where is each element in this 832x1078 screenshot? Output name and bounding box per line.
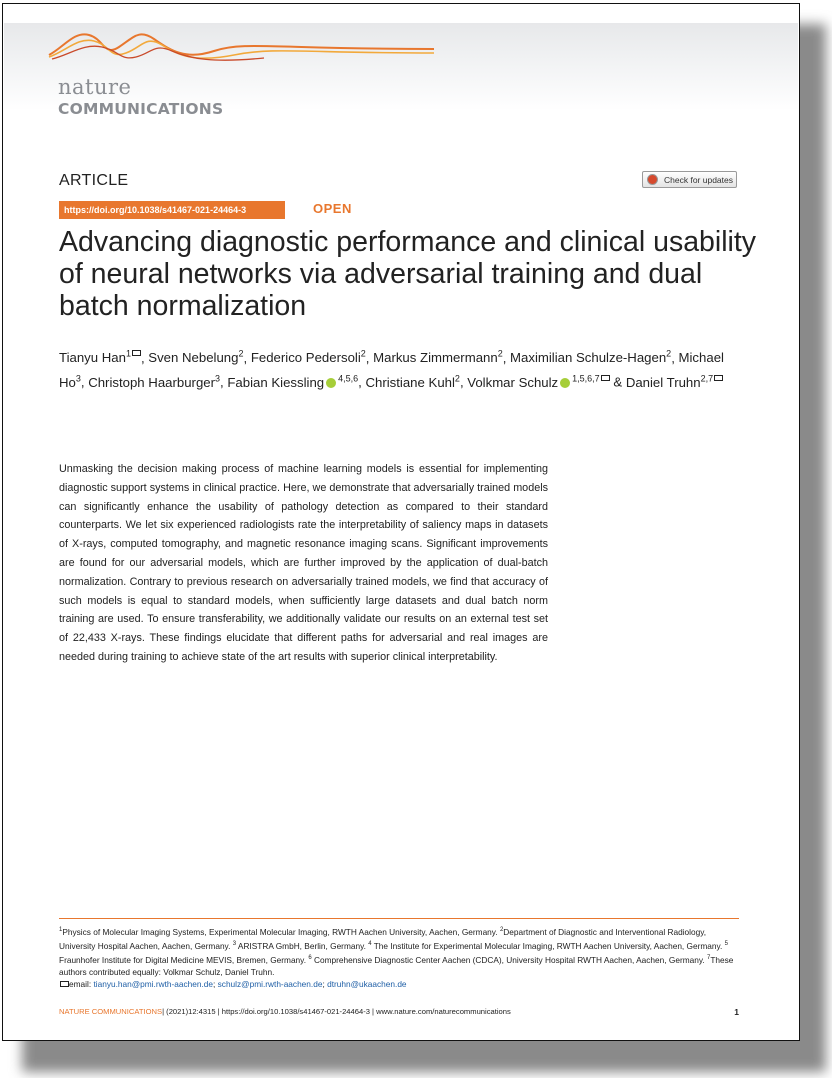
paper-page	[2, 3, 800, 1041]
author-separator: ,	[80, 374, 89, 390]
author-separator: ,	[358, 374, 366, 390]
affiliation-sup: 4	[368, 941, 372, 948]
email-link[interactable]: dtruhn@ukaachen.de	[327, 979, 407, 990]
email-link[interactable]: tianyu.han@pmi.rwth-aachen.de	[93, 979, 214, 990]
author-name: Markus Zimmermann	[373, 350, 498, 366]
journal-banner	[4, 23, 798, 118]
author-name: Volkmar Schulz	[467, 374, 559, 390]
affiliation-sup: 7	[707, 955, 711, 962]
author-affiliation-sup: 2	[238, 349, 244, 359]
email-envelope-icon	[132, 350, 141, 356]
orcid-icon[interactable]	[326, 378, 336, 388]
affiliation-text: Physics of Molecular Imaging Systems, Experimental Molecular Imaging, RWTH Aachen University, Aachen, Germany.	[62, 926, 500, 937]
author	[88, 375, 220, 390]
email-link[interactable]: schulz@pmi.rwth-aachen.de	[217, 979, 323, 990]
author-affiliation-sup: 2	[666, 349, 672, 359]
author-affiliation-sup: 2,7	[700, 373, 714, 384]
author-affiliation-sup: 1,5,6,7	[572, 373, 600, 384]
email-envelope-icon	[601, 375, 610, 381]
email-separator: ;	[213, 979, 218, 990]
author-affiliation-sup: 1	[125, 349, 131, 359]
logo-nature-text: nature	[58, 75, 132, 99]
author-separator: &	[609, 374, 626, 390]
author-affiliation-sup: 4,5,6	[338, 373, 359, 384]
author	[365, 375, 459, 390]
affiliation-text: Fraunhofer Institute for Digital Medicine MEVIS, Bremen, Germany.	[59, 954, 309, 965]
affiliation-divider	[59, 918, 739, 919]
author	[510, 350, 671, 365]
author-affiliation-sup: 2	[360, 349, 366, 359]
open-access-label: OPEN	[313, 201, 352, 216]
author-name: Christoph Haarburger	[88, 374, 216, 390]
author-separator: ,	[220, 374, 228, 390]
author-affiliation-sup: 2	[497, 349, 503, 359]
affiliation-text: Comprehensive Diagnostic Center Aachen (CDCA), University Hospital RWTH Aachen, Aachen, Germany.	[311, 954, 707, 965]
author	[148, 350, 243, 365]
affiliation-sup: 3	[232, 941, 237, 948]
crossmark-icon	[647, 174, 658, 185]
email-prefix: email:	[69, 979, 94, 990]
author-name: Daniel Truhn	[625, 374, 701, 390]
affiliation-sup: 5	[724, 941, 728, 948]
orcid-icon[interactable]	[560, 378, 570, 388]
doi-link[interactable]: https://doi.org/10.1038/s41467-021-24464-3	[59, 201, 285, 219]
logo-communications-text: COMMUNICATIONS	[58, 100, 224, 118]
author	[467, 375, 609, 390]
author	[251, 350, 366, 365]
abstract: Unmasking the decision making process of machine learning models is essential for implementing diagnostic support systems in clinical practice. Here, we demonstrate that adversarially trained models can significantly enhance the usability of pathology detection as compared to their standard counterparts. We let six experienced radiologists rate the interpretability of saliency maps in datasets of X-rays, computed tomography, and magnetic resonance imaging scans. Significant improvements are found for our adversarial models, which are further improved by the application of dual-batch normalization. Contrary to previous research on adversarially trained models, we find that accuracy of such models is equal to standard models, when sufficiently large datasets and dual batch norm training are used. To ensure transferability, we additionally validate our results on an external test set of 22,433 X-rays. These findings elucidate that different paths for adversarial and real images are needed during training to achieve state of the art results with superior clinical interpretability.	[59, 463, 548, 663]
article-type-label: ARTICLE	[59, 172, 129, 189]
author-separator: ,	[671, 350, 679, 366]
author-name: Federico Pedersoli	[250, 350, 361, 366]
email-separator: ;	[322, 979, 328, 990]
author-separator: ,	[140, 350, 149, 366]
author-affiliation-sup: 2	[454, 373, 460, 384]
affiliation-text: The Institute for Experimental Molecular Imaging, RWTH Aachen University, Aachen, Germany.	[371, 940, 725, 951]
page-footer	[59, 1007, 739, 1016]
paper-title: Advancing diagnostic performance and clinical usability of neural networks via adversarial training and dual batch normalization	[59, 226, 757, 322]
author-name: Maximilian Schulze-Hagen	[510, 350, 667, 366]
author-name: Michael Ho	[59, 350, 724, 390]
email-envelope-icon	[714, 375, 723, 381]
email-envelope-icon	[60, 981, 69, 987]
check-for-updates-button[interactable]	[642, 171, 737, 188]
page-number: 1	[734, 1007, 739, 1017]
affiliation-text: These authors contributed equally: Volkmar Schulz, Daniel Truhn.	[59, 954, 734, 978]
footer-citation: | (2021)12:4315 | https://doi.org/10.1038/s41467-021-24464-3 | www.nature.com/naturecommunications	[162, 1007, 511, 1016]
author-separator: ,	[243, 350, 251, 366]
author-name: Tianyu Han	[59, 350, 126, 366]
affiliations	[59, 924, 739, 991]
nature-wave-logo-icon	[44, 27, 444, 77]
author-affiliation-sup: 3	[75, 373, 81, 384]
affiliation-sup: 1	[59, 927, 63, 933]
affiliation-text: Department of Diagnostic and Interventional Radiology, University Hospital Aachen, Aachen, Germany.	[59, 926, 707, 951]
author-name: Christiane Kuhl	[365, 374, 455, 390]
author-list	[59, 344, 749, 393]
affiliation-text: ARISTRA GmbH, Berlin, Germany.	[236, 940, 369, 951]
author-separator: ,	[502, 350, 511, 366]
affiliation-sup: 2	[499, 927, 504, 933]
author	[373, 350, 503, 365]
author	[227, 375, 358, 390]
author-name: Fabian Kiessling	[227, 374, 325, 390]
author-affiliation-sup: 3	[215, 373, 221, 384]
author-name: Sven Nebelung	[148, 350, 239, 366]
check-for-updates-label: Check for updates	[664, 174, 733, 185]
author	[59, 350, 141, 365]
author-separator: ,	[459, 374, 468, 390]
footer-journal: NATURE COMMUNICATIONS	[59, 1007, 163, 1016]
affiliation-sup: 6	[308, 955, 312, 962]
author	[626, 375, 723, 390]
author-separator: ,	[365, 350, 374, 366]
